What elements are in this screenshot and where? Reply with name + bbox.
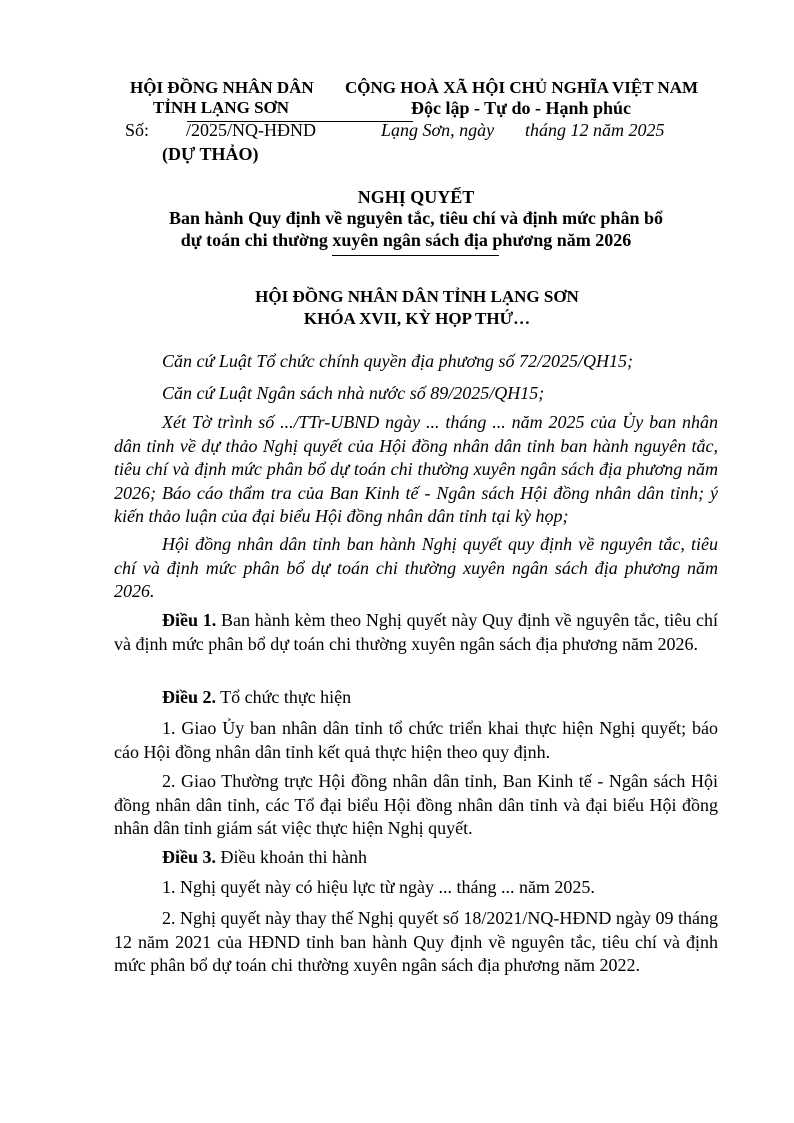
article-2-item-1: 1. Giao Ủy ban nhân dân tỉnh tổ chức triển khai thực hiện Nghị quyết; báo cáo Hội đồng nhân dân tỉnh kết quả thực hiện theo quy định. bbox=[114, 718, 718, 762]
document-type-heading: NGHỊ QUYẾT bbox=[357, 187, 475, 207]
national-motto: Độc lập - Tự do - Hạnh phúc bbox=[411, 98, 632, 118]
document-number: /2025/NQ-HĐND bbox=[186, 120, 316, 140]
article-3-title: Điều khoản thi hành bbox=[216, 847, 367, 867]
article-3-label: Điều 3. bbox=[162, 847, 216, 867]
issuer-province: TỈNH LẠNG SƠN bbox=[153, 98, 290, 117]
document-subtitle-line2: dự toán chi thường xuyên ngân sách địa phương năm 2026 bbox=[180, 230, 632, 250]
article-1-text: Ban hành kèm theo Nghị quyết này Quy định về nguyên tắc, tiêu chí và định mức phân bổ dự toán chi thường xuyên ngân sách địa phương năm 2026. bbox=[114, 610, 719, 654]
article-2-heading bbox=[114, 686, 718, 710]
draft-label: (DỰ THẢO) bbox=[162, 144, 259, 164]
authority-session: KHÓA XVII, KỲ HỌP THỨ… bbox=[303, 309, 531, 328]
place-date-suffix: tháng 12 năm 2025 bbox=[525, 120, 665, 140]
article-1-label: Điều 1. bbox=[162, 610, 217, 630]
article-3-heading bbox=[114, 846, 718, 870]
preamble-basis-1: Căn cứ Luật Tổ chức chính quyền địa phương số 72/2025/QH15; bbox=[162, 351, 634, 371]
preamble-basis-2: Căn cứ Luật Ngân sách nhà nước số 89/2025/QH15; bbox=[162, 383, 545, 403]
title-divider bbox=[332, 255, 499, 256]
issuer-name: HỘI ĐỒNG NHÂN DÂN bbox=[130, 78, 314, 97]
article-2-item-2: 2. Giao Thường trực Hội đồng nhân dân tỉnh, Ban Kinh tế - Ngân sách Hội đồng nhân dân tỉnh, các Tổ đại biểu Hội đồng nhân dân tỉnh và đại biểu Hội đồng nhân dân tỉnh giám sát việc thực hiện Nghị quyết. bbox=[114, 771, 718, 838]
national-title: CỘNG HOÀ XÃ HỘI CHỦ NGHĨA VIỆT NAM bbox=[345, 78, 699, 97]
authority-name: HỘI ĐỒNG NHÂN DÂN TỈNH LẠNG SƠN bbox=[255, 287, 579, 306]
document-number-label: Số: bbox=[125, 120, 150, 140]
place-date-prefix: Lạng Sơn, ngày bbox=[381, 120, 495, 140]
article-1 bbox=[114, 609, 718, 656]
preamble-consideration: Xét Tờ trình số .../TTr-UBND ngày ... tháng ... năm 2025 của Ủy ban nhân dân tỉnh về dự thảo Nghị quyết của Hội đồng nhân dân tỉnh ban hành nguyên tắc, tiêu chí và định mức phân bổ dự toán chi thường xuyên ngân sách địa phương năm 2026; Báo cáo thẩm tra của Ban Kinh tế - Ngân sách Hội đồng nhân dân tỉnh; ý kiến thảo luận của đại biểu Hội đồng nhân dân tỉnh tại kỳ họp; bbox=[114, 412, 718, 526]
article-2-title: Tổ chức thực hiện bbox=[216, 687, 352, 707]
article-3-item-1: 1. Nghị quyết này có hiệu lực từ ngày ... tháng ... năm 2025. bbox=[162, 877, 595, 897]
preamble-resolution: Hội đồng nhân dân tỉnh ban hành Nghị quyết quy định về nguyên tắc, tiêu chí và định mức phân bổ dự toán chi thường xuyên ngân sách địa phương năm 2026. bbox=[114, 534, 718, 601]
article-2-label: Điều 2. bbox=[162, 687, 216, 707]
document-subtitle-line1: Ban hành Quy định về nguyên tắc, tiêu chí và định mức phân bổ bbox=[169, 208, 663, 228]
article-3-item-2: 2. Nghị quyết này thay thế Nghị quyết số 18/2021/NQ-HĐND ngày 09 tháng 12 năm 2021 của HĐND tỉnh ban hành Quy định về nguyên tắc, tiêu chí và định mức phân bổ dự toán chi thường xuyên ngân sách địa phương năm 2022. bbox=[114, 908, 718, 975]
